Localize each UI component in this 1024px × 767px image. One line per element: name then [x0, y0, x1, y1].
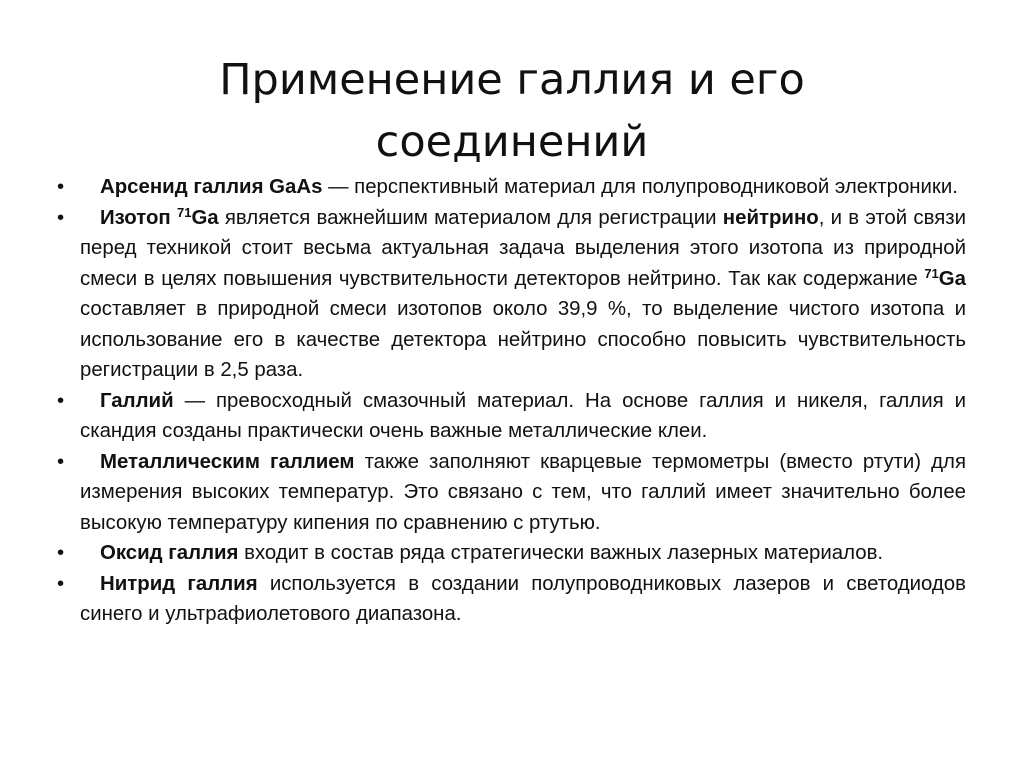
bullet-isotope-text-1: является важнейшим материалом для регистрации: [218, 206, 723, 229]
bullet-thermometers: [54, 447, 966, 539]
bullet-isotope: [54, 203, 966, 386]
bullet-gallium-oxide: [54, 538, 966, 569]
bullet-gallium-term: Галлий: [100, 389, 174, 412]
bullet-nitride-term: Нитрид галлия: [100, 572, 258, 595]
slide-title: [80, 49, 944, 173]
isotope-element-2: Ga: [938, 267, 966, 290]
bullet-isotope-text-3: составляет в природной смеси изотопов около 39,9 %, то выделение чистого изотопа и использование его в качестве детектора нейтрино способно повысить чувствительность регистрации в 2,5 раза.: [80, 298, 966, 381]
bullet-oxide-term: Оксид галлия: [100, 542, 239, 564]
bullet-gallium-lubricant: [54, 386, 966, 447]
bullet-gaas-text: — перспективный материал для полупроводниковой электроники.: [322, 176, 958, 198]
bullet-oxide-text: входит в состав ряда стратегически важных лазерных материалов.: [238, 542, 884, 564]
bullet-gaas: [54, 172, 966, 203]
bullet-isotope-text-2: , и в этой связи перед техникой стоит весьма актуальная задача выделения этого изотопа из природной смеси в целях повышения чувствительности детекторов нейтрино. Так как содержание: [80, 206, 966, 290]
bullet-list: [54, 172, 966, 630]
bullet-gallium-nitride: [54, 569, 966, 630]
slide-title-line-2: соединений: [375, 116, 649, 167]
slide-title-line-1: Применение галлия и его: [219, 54, 805, 105]
bullet-thermometers-term: Металлическим галлием: [100, 450, 355, 473]
bullet-gaas-term: Арсенид галлия GaAs: [100, 176, 323, 198]
bullet-thermometers-text: также заполняют кварцевые термометры (вместо ртути) для измерения высоких температур. Это связано с тем, что галлий имеет значительно более высокую температуру кипения по сравнению с ртутью.: [80, 450, 966, 534]
bullet-isotope-neutrino: нейтрино: [722, 206, 819, 229]
bullet-nitride-text: используется в создании полупроводниковых лазеров и светодиодов синего и ультрафиолетового диапазона.: [80, 572, 966, 625]
isotope-mass-number: 71: [176, 204, 192, 220]
isotope-element: Ga: [191, 206, 219, 229]
bullet-isotope-term: Изотоп: [100, 206, 177, 229]
isotope-mass-number-2: 71: [924, 265, 939, 281]
bullet-gallium-text: — превосходный смазочный материал. На основе галлия и никеля, галлия и скандия созданы практически очень важные металлические клеи.: [80, 389, 966, 442]
